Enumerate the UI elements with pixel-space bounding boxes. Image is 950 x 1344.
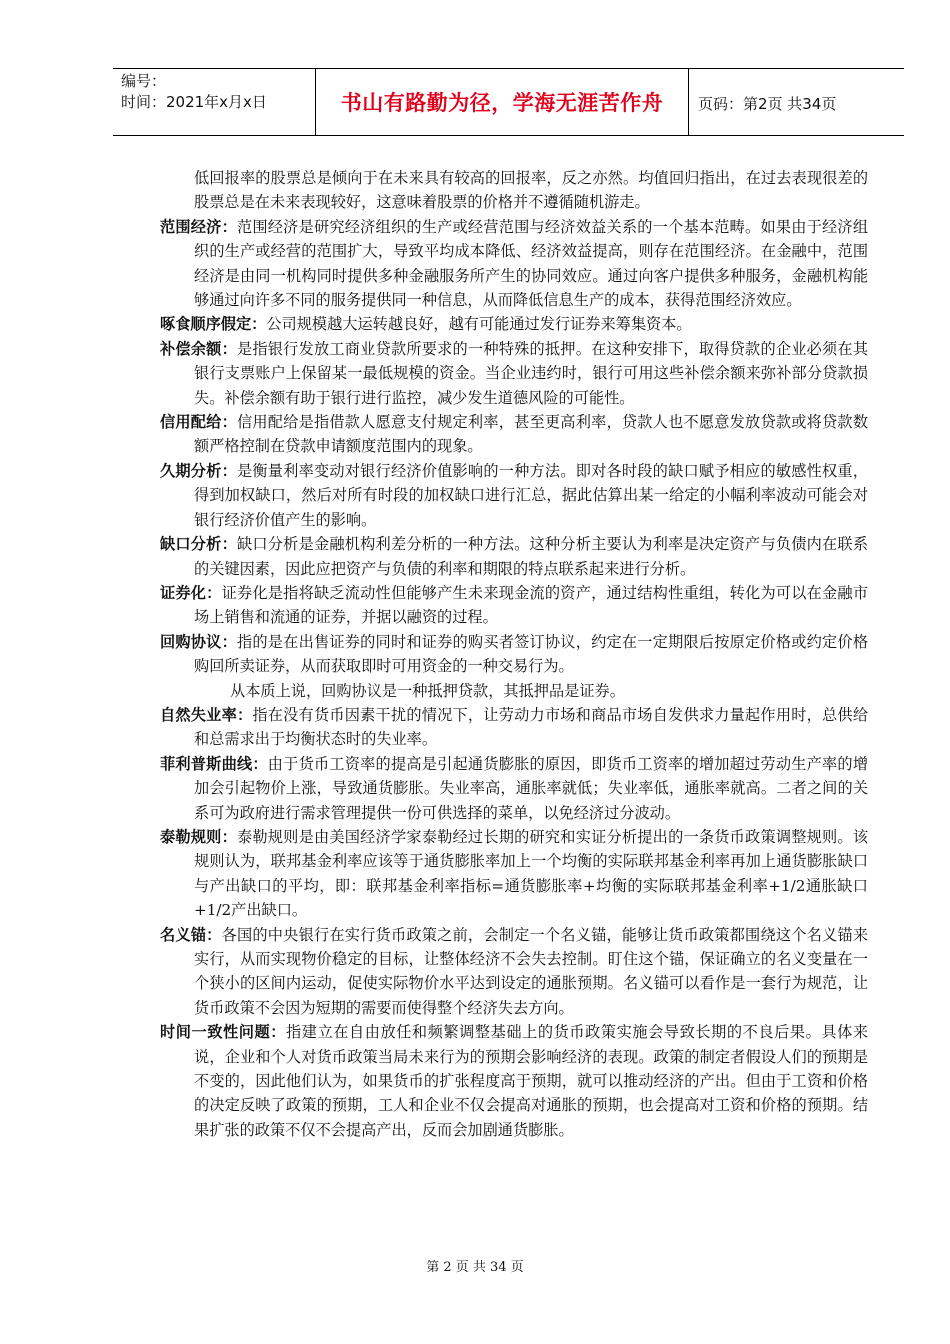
document-body (160, 166, 868, 1142)
number-label: 编号： (121, 72, 167, 90)
glossary-entry (160, 410, 868, 459)
glossary-term: 啄食顺序假定： (160, 315, 267, 334)
header-motto: 书山有路勤为径，学海无涯苦作舟 (340, 91, 664, 115)
glossary-term: 补偿余额： (160, 339, 237, 358)
glossary-term: 证券化： (160, 583, 222, 602)
glossary-entry (160, 312, 868, 336)
glossary-term: 时间一致性问题： (160, 1023, 286, 1042)
glossary-entry (160, 581, 868, 630)
glossary-definition: 信用配给是指借款人愿意支付规定利率，甚至更高利率，贷款人也不愿意发放贷款或将贷款数额严格控制在贷款申请额度范围内的现象。 (194, 413, 869, 456)
glossary-entry (160, 630, 868, 679)
glossary-term: 范围经济： (160, 217, 237, 236)
glossary-entry (160, 703, 868, 752)
header-info (121, 71, 311, 113)
glossary-entry (160, 923, 868, 1021)
paragraph (160, 166, 868, 215)
glossary-definition: 各国的中央银行在实行货币政策之前，会制定一个名义锚，能够让货币政策都围绕这个名义锚来实行，从而实现物价稳定的目标，让整体经济不会失去控制。盯住这个锚，保证确立的名义变量在一个狭小的区间内运动，促使实际物价水平达到设定的通胀预期。名义锚可以看作是一套行为规范，让货币政策不会因为短期的需要而使得整个经济失去方向。 (194, 925, 869, 1017)
glossary-entry (160, 752, 868, 825)
paragraph-text: 低回报率的股票总是倾向于在未来具有较高的回报率，反之亦然。均值回归指出，在过去表现很差的股票总是在未来表现较好，这意味着股票的价格并不遵循随机游走。 (194, 169, 868, 212)
glossary-term: 久期分析： (160, 461, 237, 480)
glossary-definition: 是衡量利率变动对银行经济价值影响的一种方法。即对各时段的缺口赋予相应的敏感性权重，得到加权缺口，然后对所有时段的加权缺口进行汇总，据此估算出某一给定的小幅利率波动可能会对银行经济价值产生的影响。 (194, 461, 869, 529)
time-label: 时间：2021年x月x日 (121, 93, 267, 111)
glossary-entry (160, 825, 868, 923)
glossary-term: 回购协议： (160, 632, 237, 651)
glossary-term: 信用配给： (160, 413, 237, 432)
glossary-definition: 缺口分析是金融机构利差分析的一种方法。这种分析主要认为利率是决定资产与负债内在联系的关键因素，因此应把资产与负债的利率和期限的特点联系起来进行分析。 (194, 535, 869, 578)
header-page-label: 页码：第2页 共34页 (698, 95, 837, 113)
glossary-definition: 由于货币工资率的提高是引起通货膨胀的原因，即货币工资率的增加超过劳动生产率的增加会引起物价上涨，导致通货膨胀。失业率高，通胀率就低；失业率低，通胀率就高。二者之间的关系可为政府进行需求管理提供一份可供选择的菜单，以免经济过分波动。 (194, 754, 869, 822)
glossary-definition: 是指银行发放工商业贷款所要求的一种特殊的抵押。在这种安排下，取得贷款的企业必须在其银行支票账户上保留某一最低规模的资金。当企业违约时，银行可用这些补偿余额来弥补部分贷款损失。补偿余额有助于银行进行监控，减少发生道德风险的可能性。 (194, 339, 869, 407)
glossary-term: 菲利普斯曲线： (160, 754, 268, 773)
paragraph-text: 从本质上说，回购协议是一种抵押贷款，其抵押品是证券。 (230, 681, 625, 700)
glossary-definition: 指建立在自由放任和频繁调整基础上的货币政策实施会导致长期的不良后果。具体来说，企业和个人对货币政策当局未来行为的预期会影响经济的表现。政策的制定者假设人们的预期是不变的，因此他们认为，如果货币的扩张程度高于预期，就可以推动经济的产出。但由于工资和价格的决定反映了政策的预期，工人和企业不仅会提高对通胀的预期，也会提高对工资和价格的预期。结果扩张的政策不仅不会提高产出，反而会加剧通货膨胀。 (194, 1023, 869, 1139)
page-footer: 第 2 页 共 34 页 (426, 1260, 524, 1275)
glossary-definition: 范围经济是研究经济组织的生产或经营范围与经济效益关系的一个基本范畴。如果由于经济组织的生产或经营的范围扩大，导致平均成本降低、经济效益提高，则存在范围经济。在金融中，范围经济是由同一机构同时提供多种金融服务所产生的协同效应。通过向客户提供多种服务，金融机构能够通过向许多不同的服务提供同一种信息，从而降低信息生产的成本，获得范围经济效应。 (194, 217, 869, 310)
glossary-term: 缺口分析： (160, 535, 237, 554)
paragraph (160, 679, 868, 703)
glossary-definition: 泰勒规则是由美国经济学家泰勒经过长期的研究和实证分析提出的一条货币政策调整规则。该规则认为，联邦基金利率应该等于通货膨胀率加上一个均衡的实际联邦基金利率再加上通货膨胀缺口与产出缺口的平均，即：联邦基金利率指标=通货膨胀率+均衡的实际联邦基金利率+1/2通胀缺口+1/2产出缺口。 (194, 827, 869, 920)
header-divider (688, 69, 689, 135)
glossary-entry (160, 459, 868, 532)
glossary-definition: 证券化是指将缺乏流动性但能够产生未来现金流的资产，通过结构性重组，转化为可以在金融市场上销售和流通的证券，并据以融资的过程。 (194, 583, 869, 627)
glossary-entry (160, 1020, 868, 1142)
glossary-term: 名义锚： (160, 925, 222, 944)
glossary-definition: 指在没有货币因素干扰的情况下，让劳动力市场和商品市场自发供求力量起作用时，总供给和总需求出于均衡状态时的失业率。 (194, 705, 868, 749)
glossary-term: 泰勒规则： (160, 827, 237, 846)
glossary-entry (160, 215, 868, 313)
page-header (113, 68, 904, 136)
glossary-term: 自然失业率： (160, 705, 253, 724)
glossary-definition: 指的是在出售证券的同时和证券的购买者签订协议，约定在一定期限后按原定价格或约定价格购回所卖证券，从而获取即时可用资金的一种交易行为。 (194, 632, 869, 676)
glossary-definition: 公司规模越大运转越良好，越有可能通过发行证券来筹集资本。 (266, 315, 692, 334)
glossary-entry (160, 337, 868, 410)
glossary-entry (160, 532, 868, 581)
